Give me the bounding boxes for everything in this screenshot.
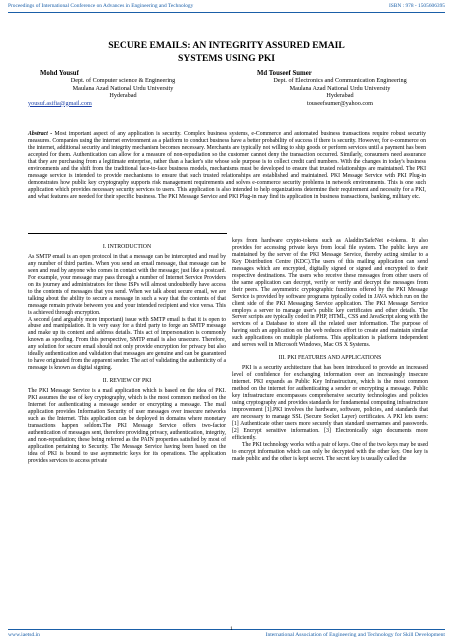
footer-rule [8,629,445,630]
section-2-paragraph-continued: keys from hardware crypto-tokens such as Aladdin/SafeNet e-tokens. It also provides for accessing private keys from local file system. The public keys are maintained by the server of the PKI Message Service, thereby acting similar to a Key Distribution Centre (KDC).The users of this mailing application can send messages which are encrypted, digitally signed or signed and encrypted to their respective destinations. The users who receive these messages from other users of the same application can decrypt, verify or verify and decrypt the messages from their peers. The asymmetric cryptographic functions offered by the PKI Message Service is provided by software programs typically coded in JAVA which run on the client side of the PKI Messaging Service application. The PKI Message Service employs a server to manage user's public key certificates and other details. The Server scripts are typically coded in PHP, HTML, CSS and JavaScript along with the services of a Database to store all the related user information. The purpose of having such an application on the web reduces effort to create and maintain similar such applications on multiple platforms. This application is platform independent and serves well in Microsoft Windows, Mac OS X Systems. [232,238,428,349]
title-line-1: SECURE EMAILS: AN INTEGRITY ASSURED EMAIL [108,40,345,51]
section-1-paragraph-1: As SMTP email is an open protocol in that a message can be intercepted and read by any number of third parties. When you send an email message, that message can be seen and read by anyone who comes in contact with the message; just like a postcard. For example, your message may pass through a number of Internet Service Providers on its journey and administrators for these ISPs will almost undoubtedly have access to the contents of messages that you send. When we talk about secure email, we are talking about the ability to secure a message in such a way that the contents of that message remain private between you and your intended recipient and vice versa. This is achieved through encryption. [28,253,226,316]
author-block [28,70,435,107]
running-footer [8,626,445,638]
left-column [28,238,226,465]
author-2-city: Hyderabad [326,92,354,100]
section-2-heading: II. REVIEW OF PKI [102,378,152,385]
author-1-email-link[interactable]: yousuf.asifia@gmail.com [28,99,92,107]
author-2-univ: Maulana Azad National Urdu University [289,84,391,92]
section-3-paragraph-1: PKI is a security architecture that has been introduced to provide an increased level of confidence for exchanging information over an increasingly insecure internet. PKI expands as Public Key Infrastructure, which is the most common method on the internet for authenticating a sender or encrypting a message. Public key infrastructure encompasses comprehensive security technologies and policies using cryptography and provides standards for fundamental computing infrastructure improvement [1].PKI involves the hardware, software, policies, and standards that are necessary to manage SSL (Secure Socket Layer) certificates. A PKI lets users: [1] Authenticate other users more securely than standard usernames and passwords. [2] Encrypt sensitive information. [3] Electronically sign documents more efficiently. [232,365,428,441]
title-line-2: SYSTEMS USING PKI [177,52,276,64]
author-1-univ: Maulana Azad National Urdu University [72,84,174,92]
author-2 [245,70,435,107]
section-1-paragraph-2: A second (and arguably more important) issue with SMTP email is that it is open to abuse and manipulation. It is very easy for a third party to forge an SMTP message and make up its content and address details. This act of impersonation is commonly known as spoofing. From this perspective, SMTP email is also unsecure. Therefore, any solution for secure email should not only provide encryption for privacy but also ideally authentication and validation that messages are genuine and can be guaranteed to have originated from the apparent sender. The act of validating the authenticity of a message is known as digital signing. [28,316,226,372]
footer-association: International Association of Engineering and Technology for Skill Development [265,632,445,638]
author-1-name: Mohd Yousuf [40,70,79,77]
author-2-email: touseefsumer@yahoo.com [306,99,373,107]
author-1-city: Hyderabad [109,92,137,100]
abstract-label: Abstract - [28,131,53,137]
paper-title [0,40,453,65]
header-isbn: ISBN : 978 - 1505606395 [388,3,445,9]
author-1 [28,70,218,107]
page-number: 1 [230,626,233,632]
header-rule [8,12,445,13]
abstract-separator [28,233,227,234]
author-2-name: Md Touseef Sumer [257,70,312,77]
header-proceedings: Proceedings of International Conference on Advances in Engineering and Technology [8,3,194,9]
abstract [28,131,426,201]
section-1-heading: I. INTRODUCTION [102,244,152,250]
author-2-dept: Dept. of Electronics and Communication Engineering [273,77,407,85]
right-column [232,238,428,463]
section-3-heading: III. PKI FEATURES AND APPLICATIONS [278,355,382,362]
section-3-paragraph-2: The PKI technology works with a pair of keys. One of the two keys may be used to encrypt information which can only be decrypted with the other key. One key is made public and the other is kept secret. The secret key is usually called the [232,441,428,462]
section-2-paragraph-1: The PKI Message Service is a mail application which is based on the idea of PKI. PKI assumes the use of key cryptography, which is the most common method on the Internet for authenticating a message sender or encrypting a message. The mail application provides Information Security of user messages over insecure networks such as the Internet. This application can be deployed in domains where monetary transactions happen seldom.The PKI Message Service offers two-factor authentication of messages sent, therefore providing privacy, authentication, integrity, and non-repudiation; these being referred as the PAIN properties satisfied by most of application pertaining to Security. The Message Service having been based on the idea of PKI is bound to use asymmetric keys for its operations. The application provides services to access private [28,388,226,464]
abstract-text: Most important aspect of any application is security. Complex business systems, e-Commerce and automated business transactions require robust security measures. Companies using the internet environment as a platform to conduct business have a better probability of success if there is security. However, for e-commerce on the internet, additional security and integrity mechanism becomes necessary. Merchants are typically not willing to ship goods or perform services until a payment has been accepted for them. Authentication can allow for a measure of non-repudiation so the customer cannot deny the transaction occurred. Similarly, consumers need assurance that they are purchasing from a legitimate enterprise, rather than a hacker's site whose sole purpose is to collect credit card numbers. With the changes in today's business environments and the shift from the traditional face-to-face business models, mechanisms must be developed to ensure that trusted relationships are maintained. The PKI message service is intended to provide mechanisms to ensure that such trusted relationships are established and maintained. PKI Message Service with PKI Plug-in demonstrates how public key cryptography supports risk management requirements and solves e-commerce security problems in network environments. This is one such application which provides necessary security services to users. This application is also intended to help organizations determine their requirement and necessity for a PKI, and what features are needed for their specific business. The PKI Message Service and PKI Plug-in may find its application in business transactions, banking, military etc. [28,131,426,200]
author-1-dept: Dept. of Computer science & Engineering [70,77,176,85]
footer-website-link[interactable]: www.iaetsd.in [8,632,40,638]
